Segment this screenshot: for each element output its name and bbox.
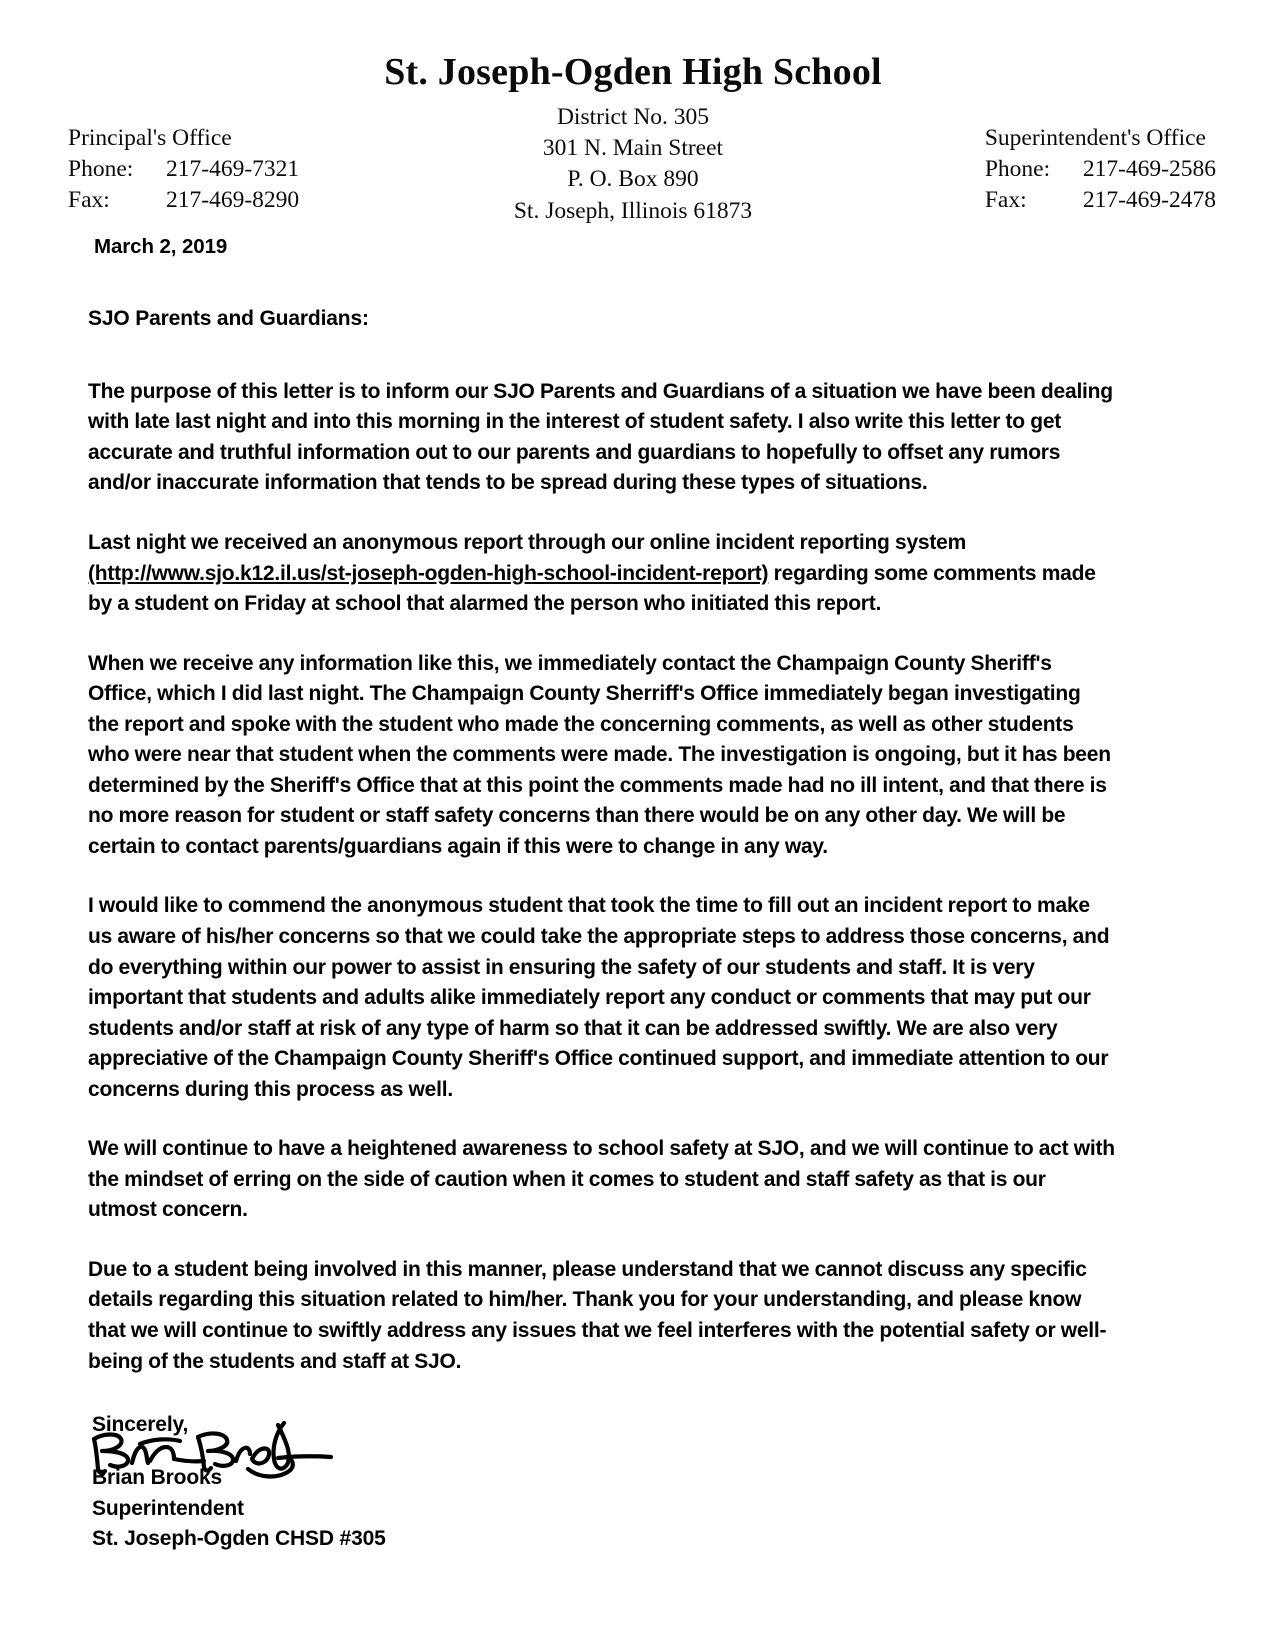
paragraph-3-emphasis-text: no more reason for student or staff safety concerns than there would be on any other day.: [88, 804, 962, 828]
paragraph-3-lead-text: When we receive any information like this, we immediately contact the Champaign County Sheriff's Office, which I did last night. The Champaign County Sherriff's Office immediately began investigating the report and spoke with the student who made the concerning comments, as well as other students who were near that student when the comments were made. The investigation is ongoing, but it has been determined by the Sheriff's Office that at this point the comments made had no ill intent, and that there is: [88, 651, 1111, 797]
signatory-name: Brian Brooks: [92, 1466, 223, 1490]
incident-report-url-link[interactable]: (http://www.sjo.k12.il.us/st-joseph-ogden-high-school-incident-report): [88, 561, 769, 585]
paragraph-commendation: I would like to commend the anonymous student that took the time to fill out an incident report to make us aware of his/her concerns so that we could take the appropriate steps to address those concerns, and do everything within our power to assist in ensuring the safety of our students and staff. It is very important that students and adults alike immediately report any conduct or comments that may put our students and/or staff at risk of any type of harm so that it can be addressed swiftly. We are also very appreciative of the Champaign County Sheriff's Office continued support, and immediate attention to our concerns during this process as well.: [88, 894, 1110, 1101]
city-state-zip: St. Joseph, Illinois 61873: [513, 197, 753, 224]
paragraph-2-tail-text: regarding some comments made by a student on Friday at school that alarmed the person who initiated this report.: [88, 561, 1096, 616]
closing-salutation: Sincerely,: [92, 1413, 189, 1437]
letter-salutation: SJO Parents and Guardians:: [88, 306, 369, 330]
district-number: District No. 305: [556, 103, 710, 130]
signatory-title: Superintendent: [92, 1496, 244, 1520]
principals-fax-value: 217-469-8290: [166, 187, 300, 214]
superintendents-fax-label: Fax:: [984, 187, 1027, 214]
superintendents-office-phone: [985, 154, 1216, 185]
superintendents-office-block: [985, 123, 1216, 217]
superintendents-fax-value: 217-469-2478: [1082, 187, 1216, 214]
principals-phone-value: 217-469-7321: [166, 156, 300, 183]
principals-phone-label: Phone:: [68, 156, 134, 183]
school-name-heading: St. Joseph-Ogden High School: [384, 51, 882, 93]
paragraph-3-tail-text: We will be certain to contact parents/guardians again if this were to change in any way.: [88, 804, 1066, 858]
letter-date: March 2, 2019: [94, 234, 228, 258]
superintendents-phone-label: Phone:: [984, 156, 1051, 183]
principals-fax-label: Fax:: [68, 187, 110, 214]
paragraph-purpose: The purpose of this letter is to inform our SJO Parents and Guardians of a situation we have been dealing with late last night and into this morning in the interest of student safety. I also write this letter to get accurate and truthful information out to our parents and guardians to hopefully to offset any rumors and/or inaccurate information that tends to be spread during these types of situations.: [88, 379, 1113, 495]
paragraph-anonymous-report: [88, 528, 1116, 620]
po-box: P. O. Box 890: [567, 166, 699, 193]
paragraph-2-intro-text: Last night we received an anonymous report through our online incident reporting system: [88, 530, 967, 554]
letterhead-contact-grid: [0, 103, 1266, 224]
paragraph-heightened-awareness: We will continue to have a heightened awareness to school safety at SJO, and we will continue to act with the mindset of erring on the side of caution when it comes to student and staff safety as that is our utmost concern.: [88, 1137, 1115, 1222]
signature-block: [88, 1413, 1116, 1554]
paragraph-sheriff-investigation: [88, 649, 1116, 863]
letter-body: [0, 235, 1266, 1555]
superintendents-phone-value: 217-469-2586: [1082, 156, 1216, 183]
letterhead: [0, 0, 1266, 224]
signatory-district: St. Joseph-Ogden CHSD #305: [92, 1526, 386, 1550]
superintendents-office-fax: [985, 185, 1216, 216]
signatory-details: [92, 1463, 1116, 1554]
superintendents-office-title: Superintendent's Office: [984, 124, 1206, 151]
paragraph-privacy-closing: Due to a student being involved in this manner, please understand that we cannot discuss any specific details regarding this situation related to him/her. Thank you for your understanding, and please know that we will continue to swiftly address any issues that we feel interferes with the potential safety or well-being of the students and staff at SJO.: [88, 1257, 1107, 1373]
street-address: 301 N. Main Street: [542, 135, 724, 162]
principals-office-title: Principal's Office: [68, 124, 232, 151]
